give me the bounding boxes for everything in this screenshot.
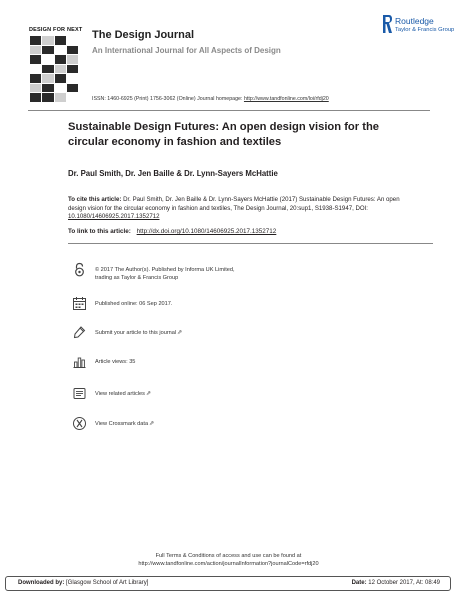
terms-notice: [0, 552, 457, 568]
journal-title: The Design Journal: [92, 29, 195, 41]
download-info-bar: [5, 576, 451, 591]
publisher-name: Routledge: [395, 16, 434, 26]
issn-line: [92, 96, 329, 102]
section-divider: [68, 243, 433, 244]
article-link-label: To link to this article:: [68, 228, 131, 235]
download-date-label: Date:: [351, 580, 367, 586]
related-articles-label: View related articles: [95, 391, 145, 397]
terms-url[interactable]: http://www.tandfonline.com/action/journalInformation?journalCode=rfdj20: [138, 561, 319, 567]
journal-homepage-link[interactable]: http://www.tandfonline.com/loi/rfdj20: [243, 96, 329, 102]
related-articles-link[interactable]: [95, 390, 250, 398]
license-text: © 2017 The Author(s). Published by Informa UK Limited, trading as Taylor & Francis Group: [95, 267, 235, 281]
submit-article-icon: [72, 325, 87, 340]
downloaded-by-value: [Glasgow School of Art Library]: [66, 580, 149, 586]
header-divider: [28, 110, 430, 111]
article-link-line: [68, 228, 276, 235]
terms-line: Full Terms & Conditions of access and use can be found at: [155, 553, 302, 559]
routledge-logo-icon: [382, 13, 393, 35]
publisher-tagline: Taylor & Francis Group: [395, 27, 455, 33]
downloaded-by: [18, 580, 148, 586]
calendar-icon: [72, 296, 87, 311]
routledge-logo: [382, 13, 455, 39]
journal-header: [0, 0, 457, 110]
downloaded-by-label: Downloaded by:: [18, 580, 65, 586]
issn-text: ISSN: 1460-6925 (Print) 1756-3062 (Online) Journal homepage:: [92, 96, 243, 102]
citation-doi-link[interactable]: 10.1080/14606925.2017.1352712: [68, 213, 160, 220]
submit-article-link[interactable]: [95, 329, 250, 337]
download-date-value: 12 October 2017, At: 08:49: [368, 580, 440, 586]
download-date: [352, 580, 440, 586]
article-doi-link[interactable]: http://dx.doi.org/10.1080/14606925.2017.1352712: [136, 228, 277, 235]
article-title: Sustainable Design Futures: An open design vision for the circular economy in fashion and textiles: [68, 121, 380, 148]
crossmark-link[interactable]: [95, 420, 250, 428]
journal-subtitle: An International Journal for All Aspects of Design: [92, 46, 281, 55]
published-date-text: Published online: 06 Sep 2017.: [95, 301, 173, 307]
journal-cover-thumbnail[interactable]: [28, 27, 84, 104]
crossmark-label: View Crossmark data: [95, 421, 149, 427]
citation-text: Dr. Paul Smith, Dr. Jen Baille & Dr. Lynn-Sayers McHattie (2017) Sustainable Design Futures: An open design vision for the circular economy in fashion and textiles, The Design Journal, 20:sup1, S1938-S1947, DOI:: [68, 196, 400, 212]
external-link-icon: ⇗: [177, 330, 183, 336]
citation-label: To cite this article:: [68, 196, 122, 203]
article-views-text: Article views: 35: [95, 359, 136, 365]
crossmark-icon: [72, 416, 87, 431]
bar-chart-icon: [72, 354, 87, 369]
cover-pattern: [30, 36, 78, 102]
open-access-icon: [72, 262, 87, 277]
article-authors: Dr. Paul Smith, Dr. Jen Baille & Dr. Lynn-Sayers McHattie: [68, 169, 278, 178]
related-articles-icon: [72, 386, 87, 401]
external-link-icon: ⇗: [149, 421, 155, 427]
submit-article-label: Submit your article to this journal: [95, 330, 177, 336]
citation-block: [68, 196, 408, 222]
external-link-icon: ⇗: [145, 391, 151, 397]
cover-title: DESIGN FOR NEXT: [29, 27, 83, 33]
